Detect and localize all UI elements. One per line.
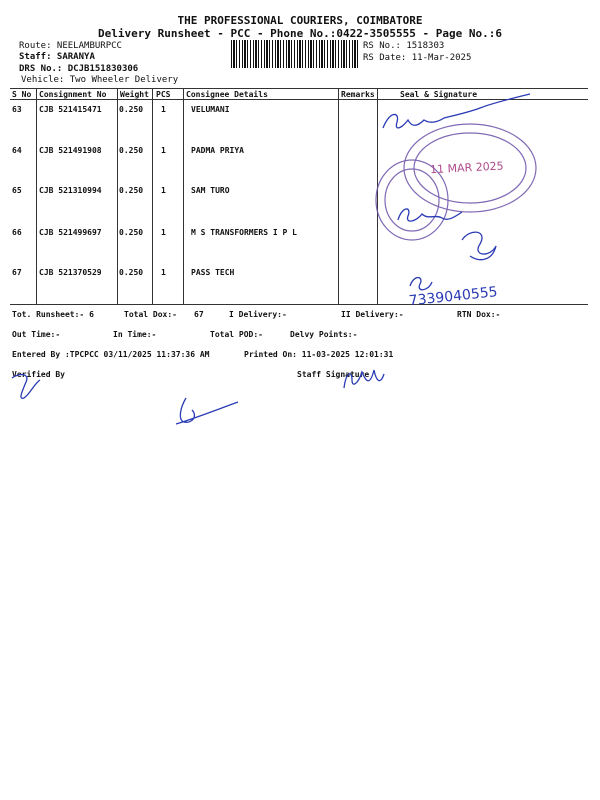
handwritten-phone-number: 7339040555	[408, 284, 499, 310]
company-title: THE PROFESSIONAL COURIERS, COIMBATORE	[177, 14, 423, 27]
delvy-points-label: Delvy Points:-	[290, 330, 358, 339]
initials-signature	[176, 398, 238, 424]
cell-consignee: VELUMANI	[191, 105, 230, 114]
col-header-consignee: Consignee Details	[186, 90, 268, 99]
out-time-label: Out Time:-	[12, 330, 61, 339]
runsheet-subtitle: Delivery Runsheet - PCC - Phone No.:0422-3505555 - Page No.:6	[98, 27, 502, 40]
col-header-seal-signature: Seal & Signature	[400, 90, 478, 99]
cell-weight: 0.250	[119, 228, 144, 237]
stamp-date: 11 MAR 2025	[429, 159, 504, 177]
cell-consignment: CJB 521499697	[39, 228, 102, 237]
cell-sno: 66	[12, 228, 22, 237]
total-dox-label: Total Dox:-	[124, 310, 177, 319]
staff-signature-label: Staff Signature	[297, 370, 370, 379]
rs-number: RS No.: 1518303	[363, 41, 445, 51]
verified-by-signature	[12, 375, 40, 399]
cell-weight: 0.250	[119, 268, 144, 277]
drs-number: DRS No.: DCJB151830306	[19, 64, 139, 74]
vehicle-label: Vehicle: Two Wheeler Delivery	[21, 75, 179, 85]
office-stamp	[376, 124, 536, 240]
cell-pcs: 1	[161, 186, 166, 195]
rs-date: RS Date: 11-Mar-2025	[363, 53, 472, 63]
cell-sno: 63	[12, 105, 22, 114]
signature-row-67	[410, 278, 432, 290]
col-header-consignment: Consignment No	[39, 90, 107, 99]
total-pod-label: Total POD:-	[210, 330, 263, 339]
cell-weight: 0.250	[119, 146, 144, 155]
col-header-sno: S No	[12, 90, 32, 99]
cell-consignment: CJB 521370529	[39, 268, 102, 277]
cell-weight: 0.250	[119, 186, 144, 195]
cell-consignment: CJB 521310994	[39, 186, 102, 195]
cell-sno: 65	[12, 186, 22, 195]
cell-consignment: CJB 521415471	[39, 105, 102, 114]
i-delivery-label: I Delivery:-	[229, 310, 287, 319]
route-label: Route: NEELAMBURPCC	[19, 41, 122, 51]
ii-delivery-label: II Delivery:-	[341, 310, 404, 319]
signature-row-63	[383, 94, 530, 128]
staff-signature-mark	[344, 370, 384, 388]
col-header-weight: Weight	[120, 90, 149, 99]
cell-pcs: 1	[161, 268, 166, 277]
verified-by-label: Verified By	[12, 370, 65, 379]
total-runsheet: Tot. Runsheet:- 6	[12, 310, 94, 319]
cell-consignee: PASS TECH	[191, 268, 235, 277]
cell-consignment: CJB 521491908	[39, 146, 102, 155]
col-header-remarks: Remarks	[341, 90, 375, 99]
cell-consignee: M S TRANSFORMERS I P L	[191, 228, 297, 237]
staff-label: Staff: SARANYA	[19, 52, 95, 62]
signature-row-66	[462, 232, 496, 260]
printed-on: Printed On: 11-03-2025 12:01:31	[244, 350, 394, 359]
rtn-dox-label: RTN Dox:-	[457, 310, 501, 319]
cell-consignee: PADMA PRIYA	[191, 146, 244, 155]
in-time-label: In Time:-	[113, 330, 157, 339]
entered-by: Entered By :TPCPCC 03/11/2025 11:37:36 AM	[12, 350, 210, 359]
total-dox-value: 67	[194, 310, 204, 319]
cell-pcs: 1	[161, 146, 166, 155]
cell-sno: 64	[12, 146, 22, 155]
cell-weight: 0.250	[119, 105, 144, 114]
cell-sno: 67	[12, 268, 22, 277]
col-header-pcs: PCS	[156, 90, 171, 99]
cell-consignee: SAM TURO	[191, 186, 230, 195]
cell-pcs: 1	[161, 228, 166, 237]
cell-pcs: 1	[161, 105, 166, 114]
